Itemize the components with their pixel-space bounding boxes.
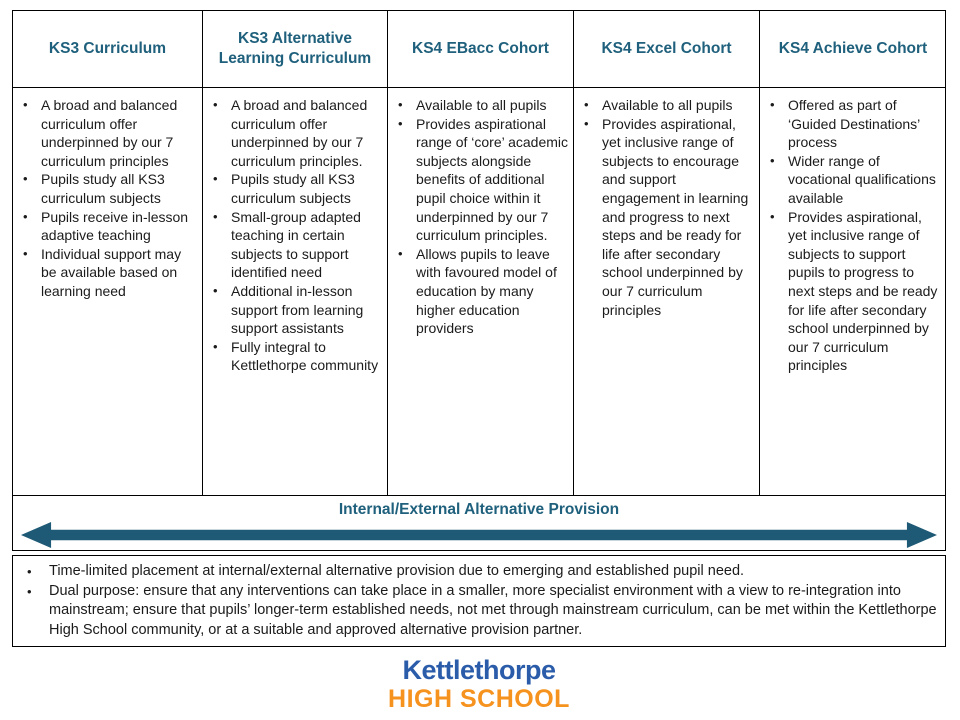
provision-notes-box <box>12 555 946 647</box>
bullet-list-ks3-curriculum <box>13 96 198 301</box>
bullet-item: • Dual purpose: ensure that any interventions can take place in a smaller, more specialist environment with a view to re-integration into mainstream; ensure that pupils’ longer-term established needs, not met through mainstream curriculum, can be met within the Kettlethorpe High School community, or at a suitable and approved alternative provision partner. <box>13 582 937 641</box>
table-header-row <box>13 11 945 88</box>
logo-school-name: Kettlethorpe <box>402 655 556 685</box>
bullet-item: • Pupils study all KS3 curriculum subjects <box>203 170 383 207</box>
bullet-item: • Offered as part of ‘Guided Destinations’ process <box>760 96 942 152</box>
bullet-item: • Provides aspirational, yet inclusive range of subjects to support pupils to progress to next steps and be ready for life after secondary school underpinned by our 7 curriculum principles <box>760 208 942 375</box>
bullet-item: • Time-limited placement at internal/external alternative provision due to emerging and established pupil need. <box>13 562 937 582</box>
table-body-row <box>13 88 945 495</box>
column-body-ks4-ebacc <box>388 88 574 495</box>
bullet-list-ks3-alternative <box>203 96 383 375</box>
bullet-list-ks4-achieve <box>760 96 942 375</box>
column-header-ks3-curriculum: KS3 Curriculum <box>13 11 203 87</box>
bullet-item: • Available to all pupils <box>574 96 755 115</box>
bullet-item: • Allows pupils to leave with favoured model of education by many higher education providers <box>388 245 569 338</box>
column-body-ks4-excel <box>574 88 760 495</box>
column-header-ks4-achieve: KS4 Achieve Cohort <box>778 39 928 57</box>
bullet-list-ks4-ebacc <box>388 96 569 338</box>
column-header-ks3-alternative: KS3 Alternative Learning Curriculum <box>203 11 388 87</box>
column-body-ks3-curriculum <box>13 88 203 495</box>
bullet-item: • Provides aspirational, yet inclusive range of subjects to encourage and support engagement in learning and progress to next steps and be ready for life after secondary school underpinned by our 7 curriculum principles <box>574 115 755 320</box>
content-area <box>12 10 946 712</box>
curriculum-table <box>12 10 946 496</box>
bullet-item: • Pupils receive in-lesson adaptive teaching <box>13 208 198 245</box>
alternative-provision-band <box>12 495 946 551</box>
bullet-item: • A broad and balanced curriculum offer underpinned by our 7 curriculum principles. <box>203 96 383 170</box>
bullet-item: • Fully integral to Kettlethorpe community <box>203 338 383 375</box>
column-header-ks4-excel: KS4 Excel Cohort <box>574 11 760 87</box>
double-arrow-wrap <box>13 520 945 548</box>
column-header-ks4-ebacc: KS4 EBacc Cohort <box>388 11 574 87</box>
double-headed-arrow-icon <box>21 522 937 548</box>
bullet-list-ks4-excel <box>574 96 755 319</box>
bullet-item: • A broad and balanced curriculum offer underpinned by our 7 curriculum principles <box>13 96 198 170</box>
bullet-item: • Individual support may be available based on learning need <box>13 245 198 301</box>
column-body-ks4-achieve <box>760 88 946 495</box>
column-body-ks3-alternative <box>203 88 388 495</box>
bullet-item: • Wider range of vocational qualifications available <box>760 152 942 208</box>
school-logo <box>12 657 946 712</box>
bullet-item: • Small-group adapted teaching in certain subjects to support identified need <box>203 208 383 282</box>
logo-school-type: HIGH SCHOOL <box>388 685 570 713</box>
provision-title: Internal/External Alternative Provision <box>338 501 620 518</box>
provision-notes-list <box>13 562 937 640</box>
bullet-item: • Provides aspirational range of ‘core’ academic subjects alongside benefits of additional pupil choice within it underpinned by our 7 curriculum principles. <box>388 115 569 245</box>
bullet-item: • Available to all pupils <box>388 96 569 115</box>
bullet-item: • Pupils study all KS3 curriculum subjects <box>13 170 198 207</box>
bullet-item: • Additional in-lesson support from learning support assistants <box>203 282 383 338</box>
